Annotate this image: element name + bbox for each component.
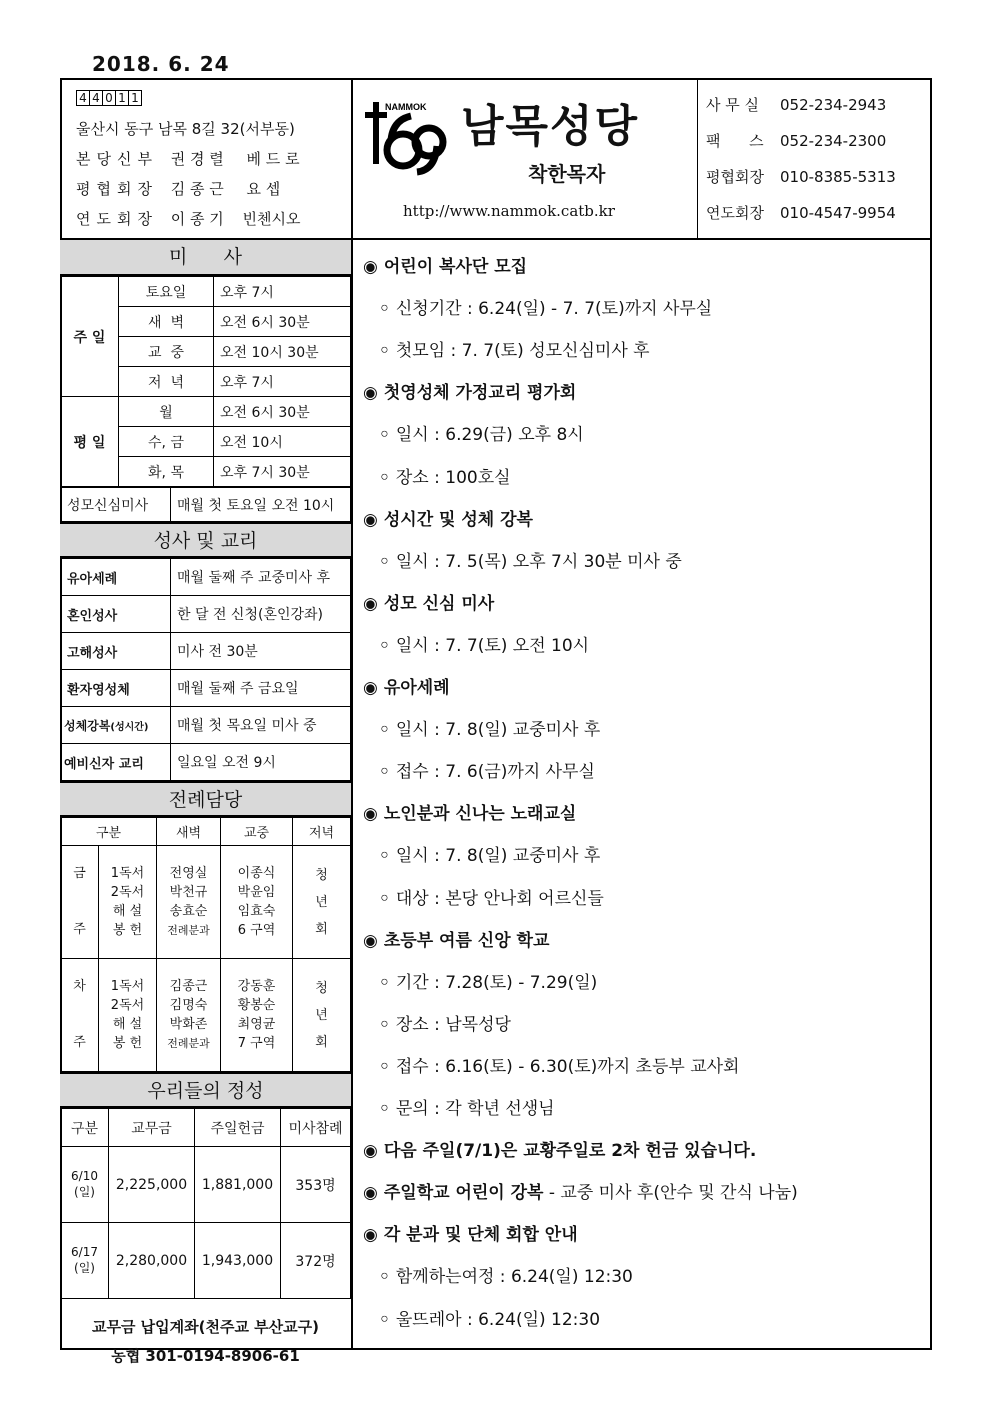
offering-attendance: 372명 (281, 1223, 351, 1299)
offering-attendance: 353명 (281, 1147, 351, 1223)
notice-text: 일시 : 7. 8(일) 교중미사 후 (395, 846, 601, 867)
zip-digit: 1 (115, 90, 129, 106)
mass-day: 토요일 (119, 277, 214, 307)
circle-bullet-icon: ◦ (379, 341, 390, 362)
notice-text: 성시간 및 성체 강복 (383, 509, 533, 530)
notice-text: 일시 : 7. 5(목) 오후 7시 30분 미사 중 (395, 551, 682, 572)
notice-text: 장소 : 남목성당 (395, 1014, 511, 1035)
notice-text: 접수 : 6.16(토) - 6.30(토)까지 초등부 교사회 (395, 1056, 740, 1077)
circle-bullet-icon: ◦ (379, 1099, 390, 1119)
pastor-title: 본당신부 (76, 150, 158, 168)
target-bullet-icon: ◉ (363, 509, 378, 530)
mass-time: 오전 6시 30분 (214, 307, 351, 337)
mass-time: 오후 7시 30분 (214, 457, 351, 487)
circle-bullet-icon: ◦ (379, 299, 390, 320)
council-title: 평협회장 (76, 180, 158, 198)
weekday-label: 평 일 (61, 397, 119, 487)
mass-time: 오후 7시 (214, 367, 351, 397)
evening-cell: 청 년 회 (293, 959, 351, 1072)
offerings-header: 교무금 (109, 1109, 195, 1147)
target-bullet-icon: ◉ (363, 257, 378, 277)
offering-dues: 2,280,000 (109, 1223, 195, 1299)
sacrament-name: 유아세례 (61, 559, 171, 596)
notices-column (353, 240, 932, 1350)
notice-text: 주일학교 어린이 강복 (383, 1183, 544, 1204)
special-mass-label: 성모신심미사 (61, 488, 171, 522)
council-name: 김 종 근 (170, 180, 224, 198)
zip-digit: 4 (76, 90, 90, 106)
header-info (60, 78, 353, 240)
bulletin-date: 2018. 6. 24 (92, 52, 230, 76)
notice-heading (363, 378, 576, 403)
notice-text: 울뜨레아 : 6.24(일) 12:30 (395, 1309, 601, 1330)
mass-section-title: 미 사 (60, 240, 351, 276)
address: 울산시 동구 남목 8길 32(서부동) (76, 120, 295, 138)
notice-detail (379, 1305, 600, 1330)
circle-bullet-icon: ◦ (379, 551, 390, 572)
offering-date: 6/17 (일) (61, 1223, 109, 1299)
notice-heading (363, 926, 549, 951)
elder-line (76, 208, 301, 229)
notice-text: 신청기간 : 6.24(일) - 7. 7(토)까지 사무실 (395, 299, 713, 320)
notice-text: 유아세례 (383, 678, 450, 698)
notice-text: 첫모임 : 7. 7(토) 성모신심미사 후 (395, 341, 650, 362)
notice-detail (379, 968, 597, 993)
motto: 착한목자 (528, 162, 606, 186)
notice-text: 초등부 여름 신앙 학교 (383, 930, 550, 951)
offerings-header: 주일헌금 (195, 1109, 281, 1147)
main-cell: 이종식 박윤임 임효숙 6 구역 (221, 846, 293, 959)
offerings-table (60, 1108, 351, 1299)
zip-digit: 1 (128, 90, 142, 106)
notice-heading (363, 1136, 756, 1161)
evening-cell: 청 년 회 (293, 846, 351, 959)
circle-bullet-icon: ◦ (379, 720, 390, 741)
sacrament-value: 한 달 전 신청(혼인강좌) (171, 596, 351, 633)
notice-detail (379, 757, 595, 782)
offerings-section-title: 우리들의 정성 (60, 1072, 351, 1108)
week-label: 금 주 (61, 846, 99, 959)
header-contacts (698, 78, 932, 240)
notice-heading (363, 1220, 578, 1245)
circle-bullet-icon: ◦ (379, 467, 390, 488)
circle-bullet-icon: ◦ (379, 846, 390, 867)
notice-heading (363, 673, 450, 698)
sacrament-name: 예비신자 교리 (61, 744, 171, 781)
notice-text: 어린이 복사단 모집 (383, 257, 528, 277)
table-row (61, 1223, 351, 1299)
mass-day: 화, 목 (119, 457, 214, 487)
notice-text: 일시 : 7. 7(토) 오전 10시 (395, 635, 590, 656)
notice-text: 기간 : 7.28(토) - 7.29(일) (395, 972, 598, 993)
target-bullet-icon: ◉ (363, 930, 378, 951)
offering-dues: 2,225,000 (109, 1147, 195, 1223)
circle-bullet-icon: ◦ (379, 635, 390, 656)
sacraments-section-title: 성사 및 교리 (60, 522, 351, 558)
notice-text: 문의 : 각 학년 선생님 (395, 1099, 555, 1119)
notice-text: 첫영성체 가정교리 평가회 (383, 383, 577, 404)
liturgy-week-row (61, 846, 351, 959)
sacrament-name: 고해성사 (61, 633, 171, 670)
notice-detail (379, 1010, 511, 1035)
elder-title: 연도회장 (76, 210, 158, 228)
mass-time: 오전 10시 (214, 427, 351, 457)
liturgy-section-title: 전례담당 (60, 781, 351, 817)
liturgy-header: 새벽 (157, 818, 221, 846)
circle-bullet-icon: ◦ (379, 1267, 390, 1288)
target-bullet-icon: ◉ (363, 383, 378, 404)
mass-day: 수, 금 (119, 427, 214, 457)
liturgy-week-row (61, 959, 351, 1072)
liturgy-table (60, 817, 351, 1072)
bank-account-info (60, 1299, 351, 1371)
notice-detail (379, 463, 511, 488)
notice-text: 함께하는여정 : 6.24(일) 12:30 (395, 1267, 633, 1288)
notice-text: 대상 : 본당 안나회 어르신들 (395, 888, 604, 909)
week-label: 차 주 (61, 959, 99, 1072)
notice-text: 다음 주일(7/1)은 교황주일로 2차 헌금 있습니다. (383, 1141, 757, 1162)
special-mass-table (60, 487, 351, 522)
mass-day: 저 녁 (119, 367, 214, 397)
notice-detail (379, 841, 600, 866)
circle-bullet-icon: ◦ (379, 972, 390, 993)
target-bullet-icon: ◉ (363, 593, 378, 614)
main-cell: 강동훈 황봉순 최영균 7 구역 (221, 959, 293, 1072)
mass-day: 교 중 (119, 337, 214, 367)
circle-bullet-icon: ◦ (379, 425, 390, 446)
special-mass-value: 매월 첫 토요일 오전 10시 (171, 488, 351, 522)
notice-heading (363, 505, 533, 530)
left-column (60, 240, 353, 1365)
logo-text: NAMMOK (385, 102, 427, 112)
notice-extra: - 교중 미사 후(안수 및 간식 나눔) (543, 1183, 798, 1204)
notice-detail (379, 884, 604, 909)
target-bullet-icon: ◉ (363, 1225, 378, 1246)
church-name: 남목성당 (461, 101, 640, 152)
contact-office: 사 무 실 052-234-2943 (706, 96, 887, 114)
dawn-cell: 김종근 김명숙 박화존 전례분과 (157, 959, 221, 1072)
notice-text: 접수 : 7. 6(금)까지 사무실 (395, 762, 595, 783)
church-logo-icon (363, 92, 459, 176)
mass-time: 오전 10시 30분 (214, 337, 351, 367)
notice-text: 노인분과 신나는 노래교실 (383, 804, 577, 825)
notice-text: 각 분과 및 단체 회합 안내 (383, 1225, 578, 1246)
offering-collection: 1,881,000 (195, 1147, 281, 1223)
pastor-line (76, 148, 300, 169)
notice-detail (379, 547, 682, 572)
bank-account: 농협 301-0194-8906-61 (111, 1347, 300, 1365)
dawn-cell: 전영실 박천규 송효순 전례분과 (157, 846, 221, 959)
sacrament-value: 매월 둘째 주 교중미사 후 (171, 559, 351, 596)
offering-collection: 1,943,000 (195, 1223, 281, 1299)
elder-name: 이 종 기 (170, 210, 224, 228)
liturgy-header: 교중 (221, 818, 293, 846)
sacrament-value: 미사 전 30분 (171, 633, 351, 670)
sacrament-name: 환자영성체 (61, 670, 171, 707)
circle-bullet-icon: ◦ (379, 1309, 390, 1330)
mass-day: 월 (119, 397, 214, 427)
council-line (76, 178, 280, 199)
header-logo (353, 78, 698, 240)
circle-bullet-icon: ◦ (379, 762, 390, 783)
council-saint: 요 셉 (246, 180, 281, 198)
church-url[interactable]: http://www.nammok.catb.kr (403, 202, 615, 220)
zip-digit: 0 (102, 90, 116, 106)
mass-schedule-table (60, 276, 351, 487)
target-bullet-icon: ◉ (363, 678, 378, 698)
offerings-header: 구분 (61, 1109, 109, 1147)
sacraments-table (60, 558, 351, 781)
table-row (61, 1147, 351, 1223)
notice-text: 성모 신심 미사 (383, 593, 495, 614)
zip-digit: 4 (89, 90, 103, 106)
liturgy-header: 저녁 (293, 818, 351, 846)
target-bullet-icon: ◉ (363, 1183, 378, 1204)
offerings-header: 미사참례 (281, 1109, 351, 1147)
pastor-name: 권 경 렬 (170, 150, 224, 168)
circle-bullet-icon: ◦ (379, 1014, 390, 1035)
zip-code (76, 90, 141, 106)
target-bullet-icon: ◉ (363, 804, 378, 825)
circle-bullet-icon: ◦ (379, 888, 390, 909)
sacrament-value: 매월 둘째 주 금요일 (171, 670, 351, 707)
notice-detail (379, 631, 589, 656)
roles-cell: 1독서 2독서 해 설 봉 헌 (99, 959, 157, 1072)
sacrament-value: 매월 첫 목요일 미사 중 (171, 707, 351, 744)
notice-detail (379, 1052, 739, 1077)
notice-heading (363, 252, 527, 277)
circle-bullet-icon: ◦ (379, 1056, 390, 1077)
notice-detail (379, 336, 650, 361)
liturgy-header: 구분 (61, 818, 157, 846)
contact-fax: 팩 스 052-234-2300 (706, 132, 887, 150)
pastor-saint: 베 드 로 (246, 150, 300, 168)
notice-text: 일시 : 7. 8(일) 교중미사 후 (395, 720, 601, 741)
mass-time: 오후 7시 (214, 277, 351, 307)
notice-detail (379, 420, 584, 445)
notice-text: 장소 : 100호실 (395, 467, 511, 488)
notice-text: 일시 : 6.29(금) 오후 8시 (395, 425, 584, 446)
notice-heading (363, 589, 494, 614)
notice-detail (379, 1094, 555, 1119)
roles-cell: 1독서 2독서 해 설 봉 헌 (99, 846, 157, 959)
mass-time: 오전 6시 30분 (214, 397, 351, 427)
target-bullet-icon: ◉ (363, 1141, 378, 1162)
notice-detail (379, 294, 712, 319)
contact-elder: 연도회장 010-4547-9954 (706, 204, 896, 222)
sunday-label: 주 일 (61, 277, 119, 397)
notice-detail (379, 715, 600, 740)
elder-saint: 빈첸시오 (242, 210, 301, 228)
notice-heading (363, 1178, 798, 1203)
offering-date: 6/10 (일) (61, 1147, 109, 1223)
contact-council: 평협회장 010-8385-5313 (706, 168, 896, 186)
bank-label: 교무금 납입계좌(천주교 부산교구) (91, 1318, 320, 1336)
mass-day: 새 벽 (119, 307, 214, 337)
notice-heading (363, 799, 576, 824)
notice-detail (379, 1262, 633, 1287)
sacrament-name: 성체강복(성시간) (61, 707, 171, 744)
sacrament-name: 혼인성사 (61, 596, 171, 633)
sacrament-value: 일요일 오전 9시 (171, 744, 351, 781)
